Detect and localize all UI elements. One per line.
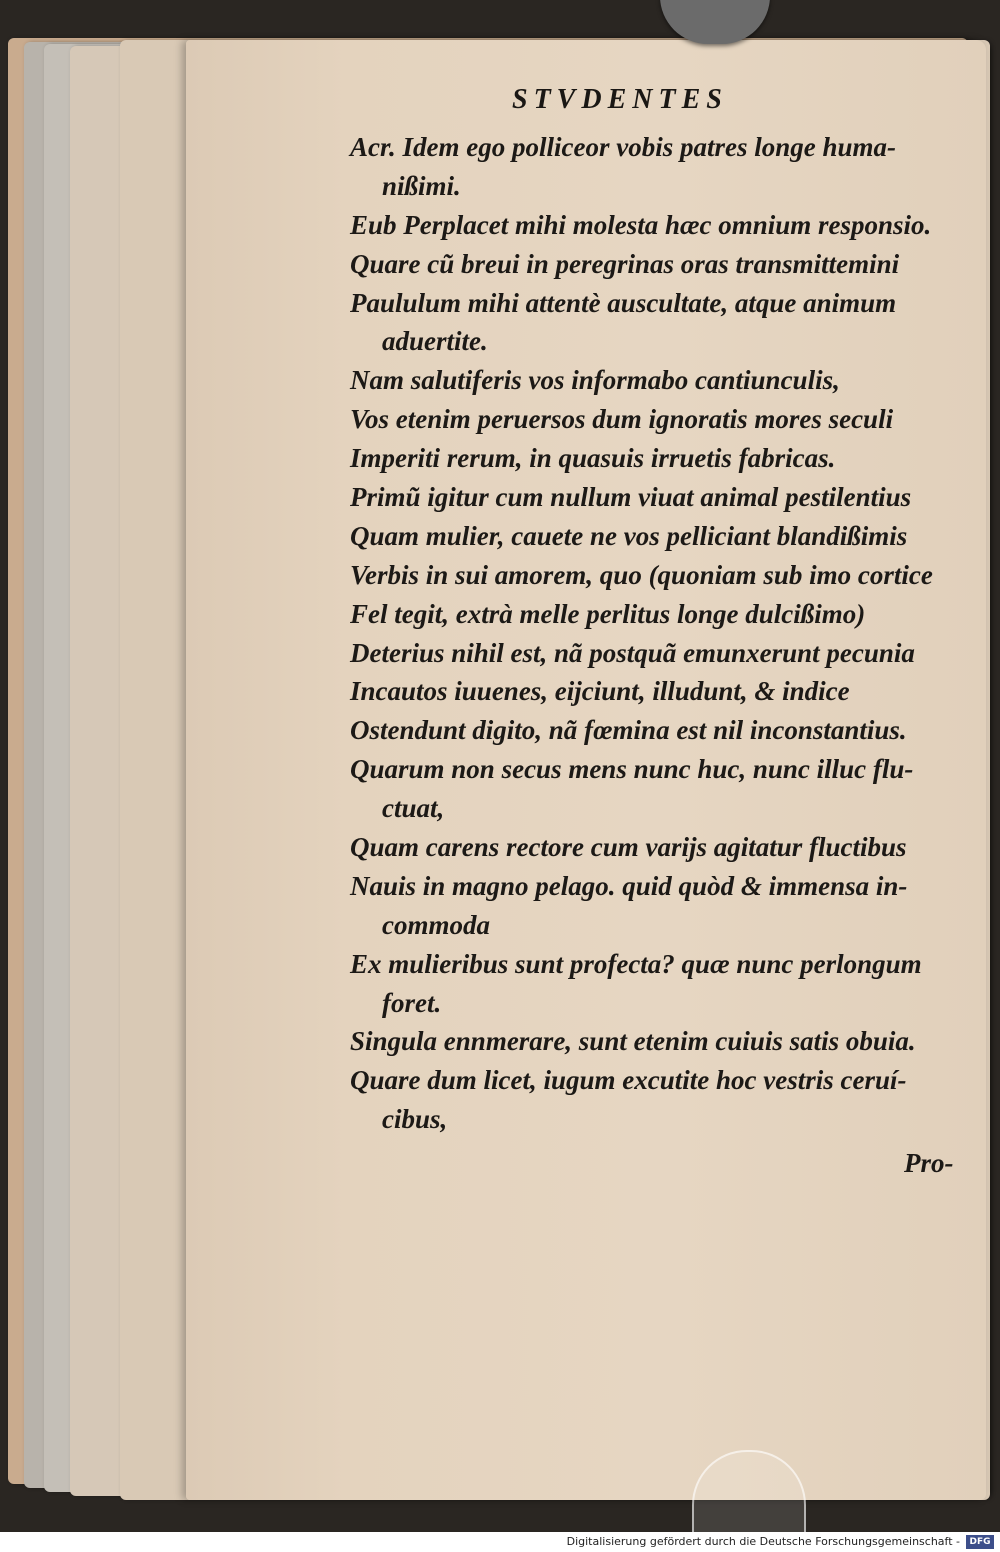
- text-line: Quarum non secus mens nunc huc, nunc illuc flu-: [350, 754, 914, 785]
- text-line: Singula ennmerare, sunt etenim cuiuis satis obuia.: [350, 1026, 916, 1057]
- text-line: foret.: [382, 987, 442, 1018]
- catchword: Pro-: [904, 1148, 954, 1178]
- text-line: Eub Perplacet mihi molesta hæc omnium responsio.: [350, 209, 932, 240]
- page-text-block: [350, 128, 970, 1139]
- text-line: Imperiti rerum, in quasuis irruetis fabricas.: [350, 443, 836, 474]
- dfg-logo: DFG: [966, 1535, 994, 1549]
- text-line: Quare dum licet, iugum excutite hoc vestris ceruí-: [350, 1065, 907, 1096]
- text-line: Incautos iuuenes, eijciunt, illudunt, & indice: [350, 676, 850, 707]
- text-line: Primũ igitur cum nullum viuat animal pestilentius: [350, 482, 912, 513]
- text-line: Quare cũ breui in peregrinas oras transmittemini: [350, 248, 900, 279]
- text-line: Quam mulier, cauete ne vos pelliciant blandißimis: [350, 520, 908, 551]
- text-line: Nam salutiferis vos informabo cantiunculis,: [350, 365, 840, 396]
- text-line: Fel tegit, extrà melle perlitus longe dulcißimo): [350, 598, 866, 629]
- text-line: Quam carens rectore cum varijs agitatur fluctibus: [350, 832, 907, 863]
- footer-credit: Digitalisierung gefördert durch die Deutsche Forschungsgemeinschaft -: [566, 1535, 960, 1548]
- text-line: Vos etenim peruersos dum ignoratis mores seculi: [350, 404, 894, 435]
- text-line: Nauis in magno pelago. quid quòd & immensa in-: [350, 870, 908, 901]
- text-line: commoda: [382, 909, 490, 940]
- text-line: Acr. Idem ego polliceor vobis patres longe huma-: [350, 132, 896, 162]
- running-head: STVDENTES: [512, 84, 728, 115]
- footer-bar: [0, 1532, 1000, 1552]
- text-line: nißimi.: [382, 170, 461, 201]
- text-line: ctuat,: [382, 793, 445, 824]
- text-line: cibus,: [382, 1104, 448, 1135]
- text-line: Ostendunt digito, nã fœmina est nil inconstantius.: [350, 715, 907, 746]
- text-line: aduertite.: [382, 326, 488, 357]
- text-line: Ex mulieribus sunt profecta? quæ nunc perlongum: [350, 948, 922, 979]
- text-line: Deterius nihil est, nã postquã emunxerunt pecunia: [350, 637, 915, 668]
- text-line: Verbis in sui amorem, quo (quoniam sub imo cortice: [350, 559, 933, 590]
- text-line: Paululum mihi attentè auscultate, atque animum: [350, 287, 897, 318]
